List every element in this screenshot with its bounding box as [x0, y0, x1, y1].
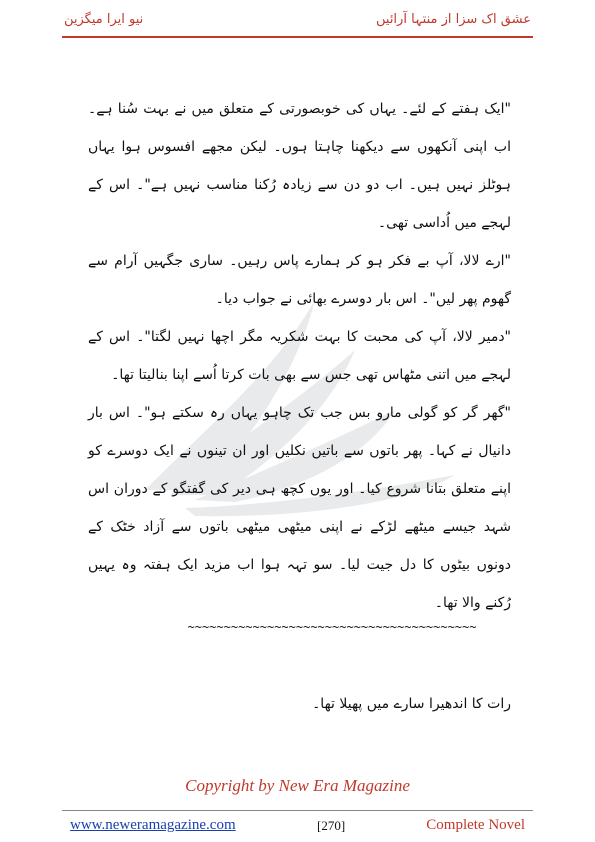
novel-title: عشق اک سزا از منتہا آرائیں	[376, 12, 531, 27]
paragraph: "گھر گر کو گولی مارو بس جب تک چاہو یہاں رہ سکتے ہو"۔ اس بار دانیال نے کہا۔ پھر باتوں سے باتیں نکلیں اور ان تینوں نے ایک دوسرے کو اپنے متعلق بتانا شروع کیا۔ اور یوں کچھ ہی دیر کی گفتگو کے دوران اس شہد جیسے میٹھے لڑکے نے اپنی میٹھی میٹھی باتوں سے آزاد خٹک کے دونوں بیٹوں کا دل جیت لیا۔ سو تہہ ہوا اب مزید ایک ہفتہ وہ یہیں رُکنے والا تھا۔	[88, 405, 511, 611]
article-body	[88, 90, 511, 622]
copyright-notice: Copyright by New Era Magazine	[185, 776, 410, 795]
website-link[interactable]: www.neweramagazine.com	[70, 817, 236, 833]
footer-label: Complete Novel	[426, 817, 525, 833]
section-divider: ~~~~~~~~~~~~~~~~~~~~~~~~~~~~~~~~~~~~~~~~	[187, 620, 477, 634]
paragraph: "دمیر لالا، آپ کی محبت کا بہت شکریہ مگر اچھا نہیں لگتا"۔ اس کے لہجے میں اتنی مٹھاس تھی جس سے بھی بات کرتا اُسے اپنا بنالیتا تھا۔	[88, 329, 511, 383]
closing-line: رات کا اندھیرا سارے میں پھیلا تھا۔	[312, 696, 511, 712]
magazine-name: نیو ایرا میگزین	[64, 12, 144, 27]
page-number: [270]	[317, 818, 346, 833]
page-header	[62, 8, 533, 38]
paragraph: "ارے لالا، آپ بے فکر ہو کر ہمارے پاس رہیں۔ ساری جگہیں آرام سے گھوم پھر لیں"۔ اس بار دوسرے بھائی نے جواب دیا۔	[88, 253, 511, 307]
page-footer	[62, 810, 533, 839]
paragraph: "ایک ہفتے کے لئے۔ یہاں کی خوبصورتی کے متعلق میں نے بہت سُنا ہے۔ اب اپنی آنکھوں سے دیکھنا چاہتا ہوں۔ لیکن مجھے افسوس ہوا یہاں ہوٹلز نہیں ہیں۔ اب دو دن سے زیادہ رُکنا مناسب نہیں ہے"۔ اس کے لہجے میں اُداسی تھی۔	[88, 101, 511, 231]
